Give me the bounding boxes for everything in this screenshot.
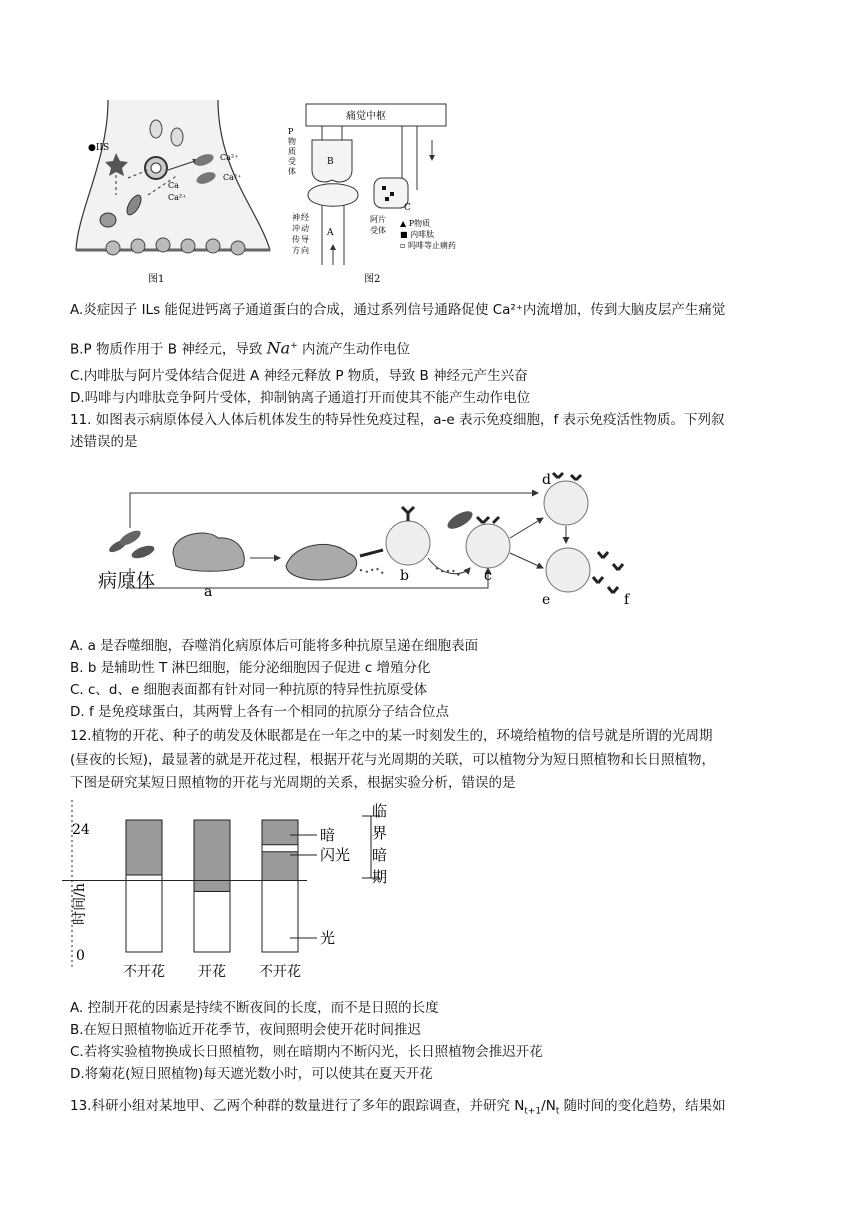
light-annotation: 光 xyxy=(320,929,336,947)
fig2-legend xyxy=(400,218,456,250)
neuron-a-label: A xyxy=(327,228,334,238)
p-receptor-label xyxy=(288,127,296,176)
q11-option-c: C. c、d、e 细胞表面都有针对同一种抗原的特异性抗原受体 xyxy=(70,682,428,698)
ils-label: ●IIS xyxy=(88,143,110,153)
dark-annotation: 暗 xyxy=(320,826,336,844)
q12-option-b: B.在短日照植物临近开花季节，夜间照明会使开花时间推迟 xyxy=(70,1022,422,1038)
photoperiod-chart xyxy=(62,800,402,990)
q11-stem-line-2: 述错误的是 xyxy=(70,434,138,450)
svg-text:■ 内啡肽: ■ 内啡肽 xyxy=(400,230,435,239)
category-label-3: 不开花 xyxy=(259,964,301,980)
svg-text:冲: 冲 xyxy=(292,224,300,233)
critical-night-char-4: 期 xyxy=(372,868,388,886)
synapse-diagram xyxy=(68,100,278,290)
figure-1-caption: 图1 xyxy=(148,274,165,285)
figure-2-caption: 图2 xyxy=(364,274,381,285)
svg-text:▲ P物质: ▲ P物质 xyxy=(400,219,431,228)
q12-stem-line-1: 12.植物的开花、种子的萌发及休眠都是在一年之中的某一时刻发生的，环境给植物的信号就是所谓的光周期 xyxy=(70,728,713,744)
photoperiod-chart-svg xyxy=(62,800,402,990)
neuron-c-label: C xyxy=(404,203,411,213)
q11-option-a: A. a 是吞噬细胞，吞噬消化病原体后可能将多种抗原呈递在细胞表面 xyxy=(70,638,479,654)
critical-night-char-2: 界 xyxy=(372,824,388,842)
flash-annotation: 闪光 xyxy=(320,846,351,864)
label-d: d xyxy=(542,472,551,488)
svg-text:物: 物 xyxy=(288,137,296,146)
ca-label-2: Ca²⁺ xyxy=(223,173,242,182)
q12-stem-line-2: (昼夜的长短)，最显著的就是开花过程，根据开花与光周期的关联，可以植物分为短日照植物和长日照植物， xyxy=(70,752,716,768)
y-axis-label: 时间/h xyxy=(72,883,88,925)
svg-text:经: 经 xyxy=(301,213,309,222)
svg-text:神: 神 xyxy=(292,213,300,222)
label-e: e xyxy=(542,592,551,608)
q11-stem-line-1: 11. 如图表示病原体侵入人体后机体发生的特异性免疫过程，a-e 表示免疫细胞，f 表示免疫活性物质。下列叙 xyxy=(70,412,725,428)
svg-text:动: 动 xyxy=(301,224,309,233)
category-label-2: 开花 xyxy=(198,964,226,980)
q13-stem: 13.科研小组对某地甲、乙两个种群的数量进行了多年的跟踪调查，并研究 $N_{t+1}/N_t$ 随时间的变化趋势，结果如 xyxy=(70,1098,726,1117)
q12-option-a: A. 控制开花的因素是持续不断夜间的长度，而不是日照的长度 xyxy=(70,1000,439,1016)
conduction-direction-label xyxy=(292,212,309,255)
svg-text:受体: 受体 xyxy=(370,226,386,235)
label-a: a xyxy=(204,584,213,600)
bar-light-1 xyxy=(126,875,162,952)
svg-text:▫ 吗啡等止痛药: ▫ 吗啡等止痛药 xyxy=(400,241,456,250)
svg-text:方: 方 xyxy=(292,246,300,255)
figure-2 xyxy=(282,100,474,290)
q12-stem-line-3: 下图是研究某短日照植物的开花与光周期的关系，根据实验分析，错误的是 xyxy=(70,775,516,791)
svg-text:体: 体 xyxy=(288,167,296,176)
flash-band xyxy=(262,845,298,852)
pain-center-label: 痛觉中枢 xyxy=(346,111,386,122)
q10-option-b: B.P 物质作用于 B 神经元，导致 Na+ 内流产生动作电位 xyxy=(70,338,411,358)
svg-text:导: 导 xyxy=(301,235,309,244)
immune-figure xyxy=(98,458,658,633)
opiate-receptor-label xyxy=(370,214,386,235)
q11-option-d: D. f 是免疫球蛋白，其两臂上各有一个相同的抗原分子结合位点 xyxy=(70,704,450,720)
critical-night-char-3: 暗 xyxy=(372,846,388,864)
q10-option-a: A.炎症因子 ILs 能促进钙离子通道蛋白的合成，通过系列信号通路促使 Ca²⁺内流增加，传到大脑皮层产生痛觉 xyxy=(70,302,726,318)
critical-night-char-1: 临 xyxy=(372,802,388,820)
label-b: b xyxy=(400,568,409,584)
label-c: c xyxy=(484,568,492,584)
bar-light-2 xyxy=(194,892,230,953)
figure-1 xyxy=(68,100,278,290)
q10-option-c: C.内啡肽与阿片受体结合促进 A 神经元释放 P 物质，导致 B 神经元产生兴奋 xyxy=(70,368,528,384)
q12-option-c: C.若将实验植物换成长日照植物，则在暗期内不断闪光，长日照植物会推迟开花 xyxy=(70,1044,543,1060)
bar-light-3 xyxy=(262,881,298,953)
svg-text:受: 受 xyxy=(288,157,296,166)
svg-text:阿片: 阿片 xyxy=(370,215,386,224)
neuron-b-label: B xyxy=(327,157,334,167)
ca-label-4: Ca²⁺ xyxy=(168,193,187,202)
q12-option-d: D.将菊花(短日照植物)每天遮光数小时，可以使其在夏天开花 xyxy=(70,1066,433,1082)
svg-text:向: 向 xyxy=(301,246,309,255)
category-label-1: 不开花 xyxy=(123,964,165,980)
y-tick-24: 24 xyxy=(72,822,90,838)
label-f: f xyxy=(624,592,630,608)
pathogen-label: 病原体 xyxy=(98,570,156,592)
bar-dark-1 xyxy=(126,820,162,875)
ca-label-3: Ca xyxy=(168,181,179,190)
q11-option-b: B. b 是辅助性 T 淋巴细胞，能分泌细胞因子促进 c 增殖分化 xyxy=(70,660,431,676)
immune-process-diagram xyxy=(98,458,658,633)
pain-pathway-diagram xyxy=(282,100,474,290)
y-tick-0: 0 xyxy=(76,948,85,964)
q10-option-d: D.吗啡与内啡肽竞争阿片受体，抑制钠离子通道打开而使其不能产生动作电位 xyxy=(70,390,531,406)
svg-text:P: P xyxy=(288,127,294,136)
svg-text:传: 传 xyxy=(292,235,300,244)
ca-label-1: Ca²⁺ xyxy=(220,153,239,162)
svg-text:质: 质 xyxy=(288,147,296,156)
